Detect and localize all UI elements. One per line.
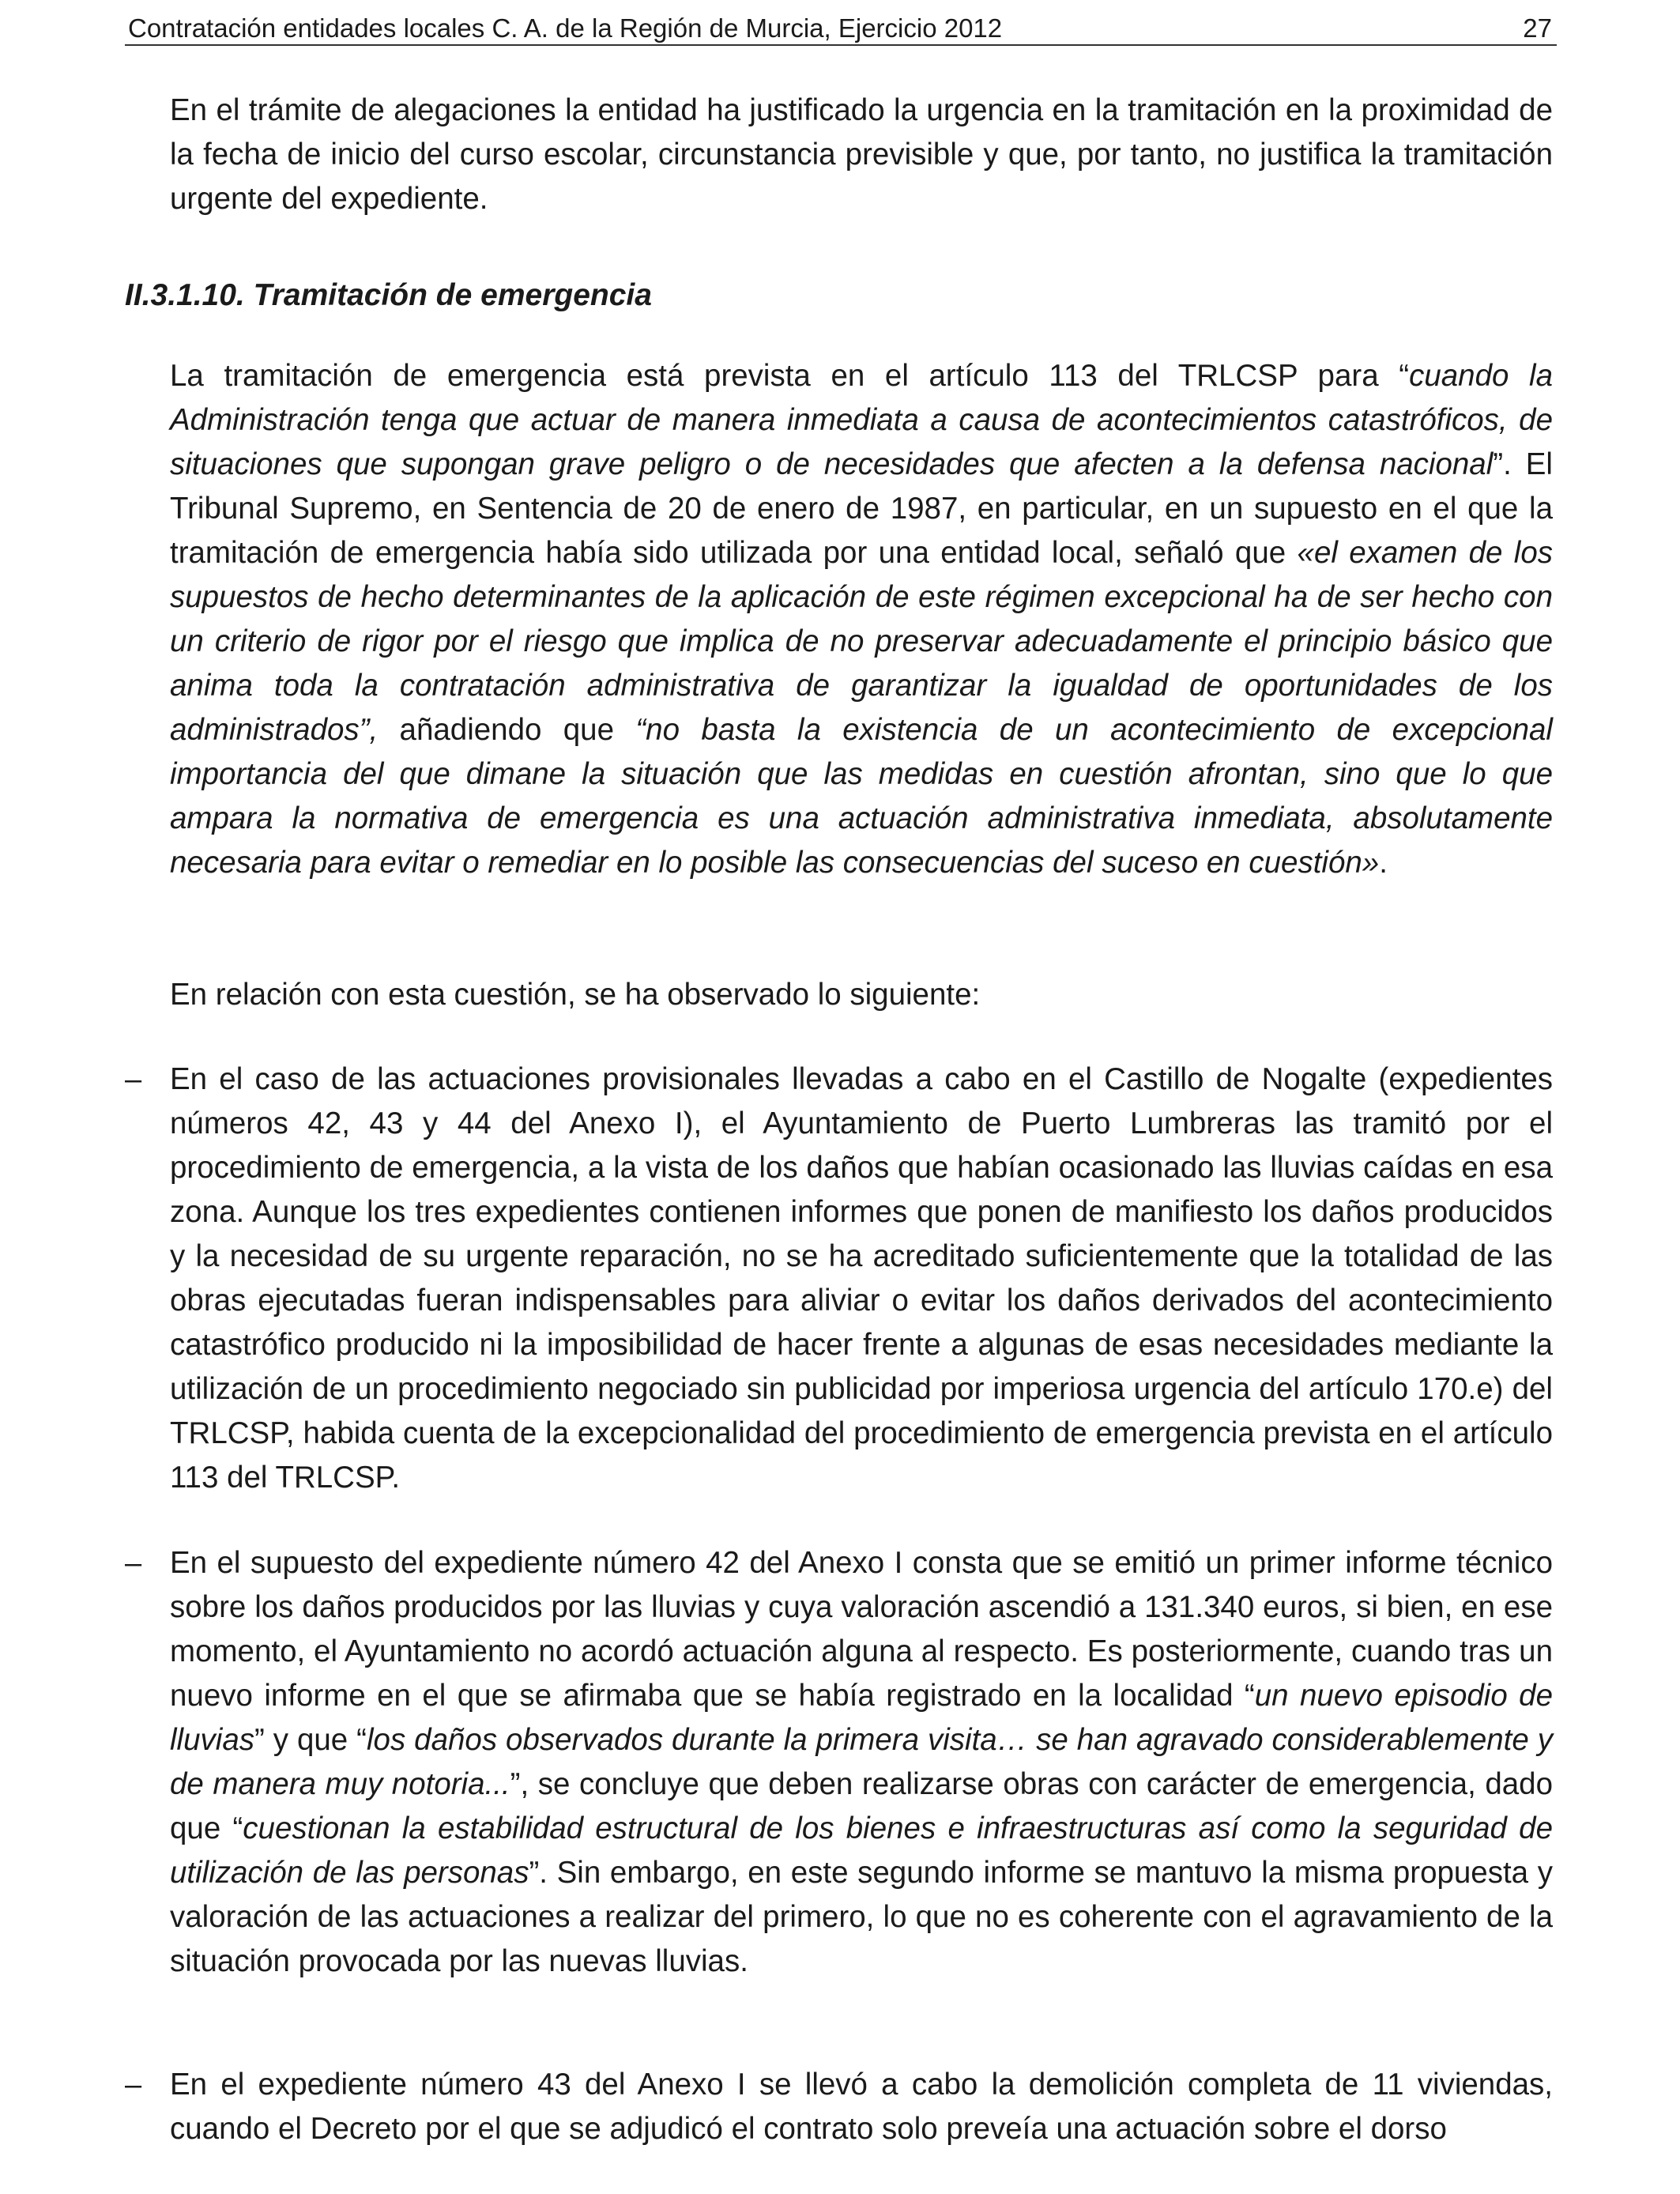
bullet-item-castillo-nogalte [170,1057,1553,1500]
dash-bullet: – [125,2068,142,2102]
text-run: . [1379,846,1388,880]
section-heading: II.3.1.10. Tramitación de emergencia [125,278,652,312]
text-run: En el supuesto del expediente número 42 del Anexo I consta que se emitió un primer informe técnico sobre los daños producidos por las lluvias y cuya valoración ascendió a 131.340 euros, si bien, en ese momento, el Ayuntamiento no acordó actuación alguna al respecto. Es posteriormente, cuando tras un nuevo informe en el que se afirmaba que se había registrado en la localidad “ [170,1546,1553,1713]
page-header [125,8,1557,46]
header-title: Contratación entidades locales C. A. de la Región de Murcia, Ejercicio 2012 [128,13,1003,43]
quote-tribunal-2: “no basta la existencia de un acontecimiento de excepcional importancia del que dimane la situación que las medidas en cuestión afrontan, sino que lo que ampara la normativa de emergencia es una actuación administrativa inmediata, absolutamente necesaria para evitar o remediar en lo posible las consecuencias del suceso en cuestión» [170,713,1553,880]
text-run: ”. Sin embargo, en este segundo informe se mantuvo la misma propuesta y valoración de las actuaciones a realizar del primero, lo que no es coherente con el agravamiento de la situación provocada por las nuevas lluvias. [170,1856,1553,1978]
paragraph-alegaciones [170,89,1553,221]
quote-trlcsp: cuando la Administración tenga que actuar de manera inmediata a causa de acontecimientos catastróficos, de situaciones que supongan grave peligro o de necesidades que afecten a la defensa nacional [170,359,1553,481]
text-run: añadiendo que [378,713,636,747]
dash-bullet: – [125,1063,142,1096]
paragraph-tramitacion-emergencia [170,354,1553,885]
text-run: ” y que “ [254,1723,367,1757]
quote-episodio-lluvias: un nuevo episodio de lluvias [170,1679,1553,1757]
dash-bullet: – [125,1547,142,1580]
bullet-text: En el expediente número 43 del Anexo I se llevó a cabo la demolición completa de 11 viviendas, cuando el Decreto por el que se adjudicó el contrato solo preveía una actuación sobre el dorso [170,2068,1553,2146]
paragraph-relacion [170,973,1553,1017]
text-run: La tramitación de emergencia está prevista en el artículo 113 del TRLCSP para “ [170,359,1410,393]
quote-estabilidad: cuestionan la estabilidad estructural de los bienes e infraestructuras así como la seguridad de utilización de las personas [170,1811,1553,1890]
bullet-item-expediente-43 [170,2063,1553,2151]
text-run: ”. El Tribunal Supremo, en Sentencia de 20 de enero de 1987, en particular, en un supuesto en el que la tramitación de emergencia había sido utilizada por una entidad local, señaló que [170,447,1553,570]
quote-danos-observados: los daños observados durante la primera visita… se han agravado considerablemente y de manera muy notoria... [170,1723,1553,1801]
quote-tribunal-1: «el examen de los supuestos de hecho determinantes de la aplicación de este régimen excepcional ha de ser hecho con un criterio de rigor por el riesgo que implica de no preservar adecuadamente el principio básico que anima toda la contratación administrativa de garantizar la igualdad de oportunidades de los administrados”, [170,536,1553,747]
paragraph-text: En relación con esta cuestión, se ha observado lo siguiente: [170,978,981,1012]
text-run: ”, se concluye que deben realizarse obras con carácter de emergencia, dado que “ [170,1767,1553,1845]
page-number: 27 [1523,13,1552,43]
paragraph-text: En el trámite de alegaciones la entidad ha justificado la urgencia en la tramitación en la proximidad de la fecha de inicio del curso escolar, circunstancia previsible y que, por tanto, no justifica la tramitación urgente del expediente. [170,93,1553,216]
bullet-text: En el caso de las actuaciones provisionales llevadas a cabo en el Castillo de Nogalte (expedientes números 42, 43 y 44 del Anexo I), el Ayuntamiento de Puerto Lumbreras las tramitó por el procedimiento de emergencia, a la vista de los daños que habían ocasionado las lluvias caídas en esa zona. Aunque los tres expedientes contienen informes que ponen de manifiesto los daños producidos y la necesidad de su urgente reparación, no se ha acreditado suficientemente que la totalidad de las obras ejecutadas fueran indispensables para aliviar o evitar los daños derivados del acontecimiento catastrófico producido ni la imposibilidad de hacer frente a algunas de esas necesidades mediante la utilización de un procedimiento negociado sin publicidad por imperiosa urgencia del artículo 170.e) del TRLCSP, habida cuenta de la excepcionalidad del procedimiento de emergencia prevista en el artículo 113 del TRLCSP. [170,1062,1553,1495]
bullet-item-expediente-42 [170,1541,1553,1984]
